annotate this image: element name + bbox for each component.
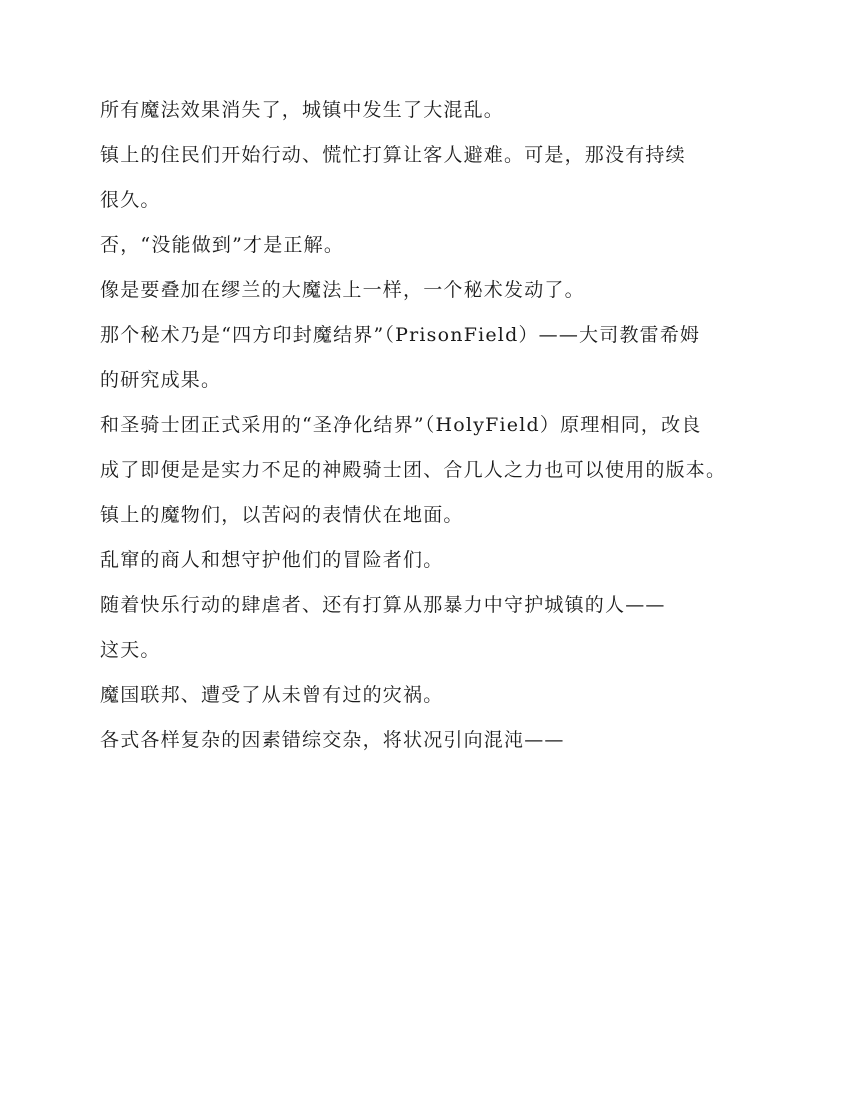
- text-line: 和圣骑士团正式采用的“圣净化结界”（HolyField）原理相同，改良: [100, 414, 702, 436]
- text-line: 随着快乐行动的肆虐者、还有打算从那暴力中守护城镇的人——: [100, 594, 666, 616]
- text-line: 的研究成果。: [100, 369, 222, 391]
- text-line: 那个秘术乃是“四方印封魔结界”（PrisonField）——大司教雷希姆: [100, 324, 701, 346]
- text-line: 乱窜的商人和想守护他们的冒险者们。: [100, 549, 444, 571]
- body-text: [100, 88, 800, 763]
- text-line: 所有魔法效果消失了，城镇中发生了大混乱。: [100, 99, 505, 121]
- text-line: 各式各样复杂的因素错综交杂，将状况引向混沌——: [100, 729, 565, 751]
- text-line: 像是要叠加在缪兰的大魔法上一样，一个秘术发动了。: [100, 279, 585, 301]
- text-line: 镇上的魔物们，以苦闷的表情伏在地面。: [100, 504, 464, 526]
- text-line: 很久。: [100, 189, 161, 211]
- text-line: 否，“没能做到”才是正解。: [100, 234, 345, 256]
- text-line: 镇上的住民们开始行动、慌忙打算让客人避难。可是，那没有持续: [100, 144, 686, 166]
- text-line: 魔国联邦、遭受了从未曾有过的灾祸。: [100, 684, 444, 706]
- text-line: 成了即便是是实力不足的神殿骑士团、合几人之力也可以使用的版本。: [100, 459, 727, 481]
- text-line: 这天。: [100, 639, 161, 661]
